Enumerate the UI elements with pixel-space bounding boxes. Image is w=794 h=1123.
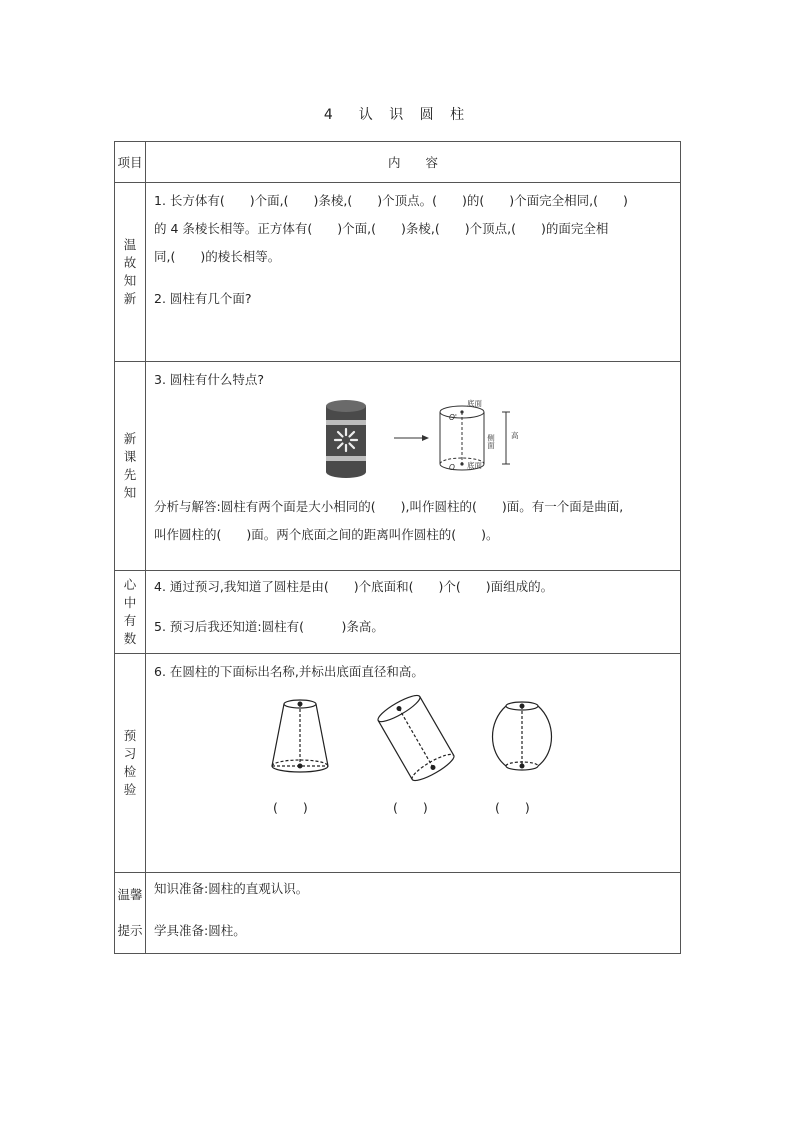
- label-side: 侧面: [486, 434, 496, 449]
- label-o-top: O': [449, 413, 457, 422]
- cylinder-figures: [154, 686, 674, 836]
- section-new-label-cell: [115, 362, 146, 571]
- section-tips-row: [115, 873, 681, 954]
- header-item-cell: [115, 142, 146, 183]
- section-new-content: [146, 362, 681, 571]
- analysis-line-1: 分析与解答:圆柱有两个面是大小相同的( ),叫作圆柱的( )面。有一个面是曲面,: [154, 499, 624, 514]
- section-tips-content: [146, 873, 681, 954]
- question-6: 6. 在圆柱的下面标出名称,并标出底面直径和高。: [154, 664, 424, 679]
- section-heart-row: [115, 571, 681, 654]
- page-title: 4 认 识 圆 柱: [323, 107, 471, 123]
- figure-2-shape: [375, 691, 457, 784]
- tip-2: 学具准备:圆柱。: [154, 923, 246, 938]
- question-1-line-2: 的 4 条棱长相等。正方体有( )个面,( )条棱,( )个顶点,( )的面完全相: [154, 221, 609, 236]
- table-header-row: [115, 142, 681, 183]
- section-heart-content: [146, 571, 681, 654]
- section-new-row: [115, 362, 681, 571]
- preview-table: [114, 141, 681, 954]
- header-item-label: 项目: [117, 155, 143, 170]
- answer-blank-2[interactable]: ( ): [393, 800, 428, 815]
- section-heart-label: 心中有数: [123, 577, 137, 646]
- question-2: 2. 圆柱有几个面?: [154, 291, 252, 306]
- section-check-content: [146, 654, 681, 873]
- answer-blank-1[interactable]: ( ): [273, 800, 308, 815]
- header-content-label: 内 容: [387, 155, 438, 170]
- question-4: 4. 通过预习,我知道了圆柱是由( )个底面和( )个( )面组成的。: [154, 579, 554, 594]
- answer-blank-3[interactable]: ( ): [495, 800, 530, 815]
- analysis-line-2: 叫作圆柱的( )面。两个底面之间的距离叫作圆柱的( )。: [154, 527, 499, 542]
- label-bottom-top: 底面: [467, 399, 482, 408]
- tin-can-image: [326, 400, 366, 478]
- section-check-label: 预习检验: [123, 728, 137, 797]
- figure-3-shape: [493, 702, 552, 770]
- cylinder-illustration: [154, 394, 674, 490]
- arrow-right-icon: [394, 435, 429, 441]
- section-check-label-cell: [115, 654, 146, 873]
- question-5: 5. 预习后我还知道:圆柱有( )条高。: [154, 619, 384, 634]
- section-new-label: 新课先知: [123, 431, 137, 500]
- section-review-label: 温故知新: [123, 237, 137, 306]
- tip-1: 知识准备:圆柱的直观认识。: [154, 881, 309, 896]
- section-heart-label-cell: [115, 571, 146, 654]
- section-review-label-cell: [115, 183, 146, 362]
- section-tips-label-2: 提示: [117, 923, 143, 938]
- figure-1-shape: [272, 700, 328, 772]
- section-review-content: [146, 183, 681, 362]
- section-check-row: [115, 654, 681, 873]
- question-3: 3. 圆柱有什么特点?: [154, 372, 265, 387]
- label-height: 高: [511, 431, 519, 440]
- question-1-line-3: 同,( )的棱长相等。: [154, 249, 281, 264]
- section-tips-label-cell: [115, 873, 146, 954]
- section-tips-label-1: 温馨: [117, 887, 143, 902]
- label-bottom: 底面: [467, 461, 482, 470]
- question-1-line-1: 1. 长方体有( )个面,( )条棱,( )个顶点。( )的( )个面完全相同,( ): [154, 193, 628, 208]
- section-review-row: [115, 183, 681, 362]
- header-content-cell: [146, 142, 681, 183]
- label-o-bottom: O: [449, 463, 455, 472]
